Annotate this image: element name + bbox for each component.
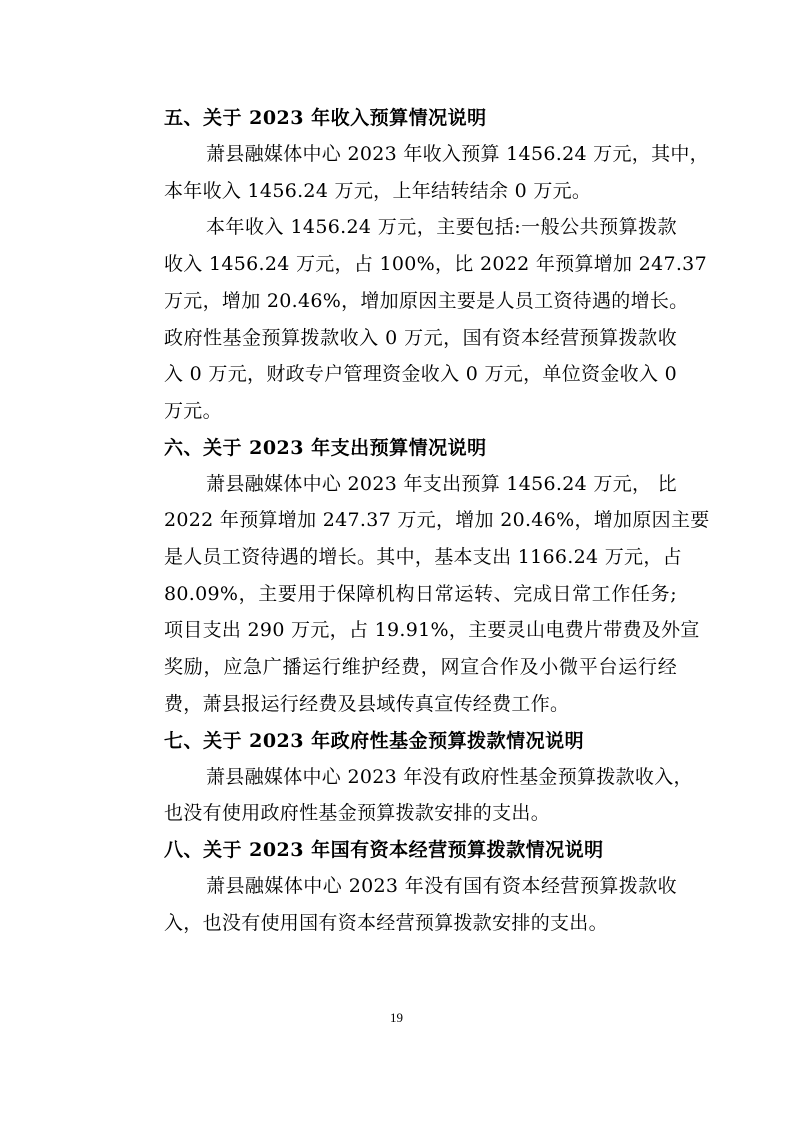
paragraph: [122, 868, 677, 941]
text-line: 2022 年预算增加 247.37 万元，增加 20.46%，增加原因主要: [164, 509, 710, 532]
text-line: 万元，增加 20.46%，增加原因主要是人员工资待遇的增长。: [164, 289, 689, 312]
document-body: [122, 100, 710, 941]
text-line: 万元。: [164, 399, 222, 422]
text-line: 萧县融媒体中心 2023 年没有政府性基金预算拨款收入，: [206, 765, 693, 788]
section-heading-7: 七、关于 2023 年政府性基金预算拨款情况说明: [164, 729, 585, 752]
text-line: 80.09%，主要用于保障机构日常运转、完成日常工作任务;: [164, 582, 677, 605]
text-line: 政府性基金预算拨款收入 0 万元，国有资本经营预算拨款收: [164, 326, 677, 349]
section-heading-6: 六、关于 2023 年支出预算情况说明: [164, 436, 487, 459]
text-line: 入，也没有使用国有资本经营预算拨款安排的支出。: [164, 911, 608, 934]
text-line: 是人员工资待遇的增长。其中，基本支出 1166.24 万元，占: [164, 546, 682, 569]
text-line: 项目支出 290 万元，占 19.91%，主要灵山电费片带费及外宣: [164, 619, 700, 642]
section-heading-8: 八、关于 2023 年国有资本经营预算拨款情况说明: [164, 838, 604, 861]
text-line: 奖励，应急广播运行维护经费，网宣合作及小微平台运行经: [164, 656, 677, 679]
text-line: 本年收入 1456.24 万元，上年结转结余 0 万元。: [164, 179, 592, 202]
paragraph: [122, 209, 707, 429]
text-line: 也没有使用政府性基金预算拨款安排的支出。: [164, 802, 551, 825]
section-heading-5: 五、关于 2023 年收入预算情况说明: [164, 107, 487, 129]
text-line: 本年收入 1456.24 万元，主要包括:一般公共预算拨款: [206, 216, 677, 239]
text-line: 萧县融媒体中心 2023 年收入预算 1456.24 万元，其中，: [206, 143, 709, 165]
text-line: 萧县融媒体中心 2023 年没有国有资本经营预算拨款收: [206, 874, 677, 897]
paragraph: [122, 136, 709, 209]
text-line: 收入 1456.24 万元，占 100%，比 2022 年预算增加 247.37: [164, 253, 707, 276]
text-line: 萧县融媒体中心 2023 年支出预算 1456.24 万元， 比: [206, 472, 677, 495]
text-line: 入 0 万元，财政专户管理资金收入 0 万元，单位资金收入 0: [164, 363, 677, 386]
page-number: 19: [390, 1010, 403, 1025]
paragraph: [122, 466, 710, 723]
text-line: 费，萧县报运行经费及县域传真宣传经费工作。: [164, 692, 570, 715]
paragraph: [122, 759, 693, 832]
